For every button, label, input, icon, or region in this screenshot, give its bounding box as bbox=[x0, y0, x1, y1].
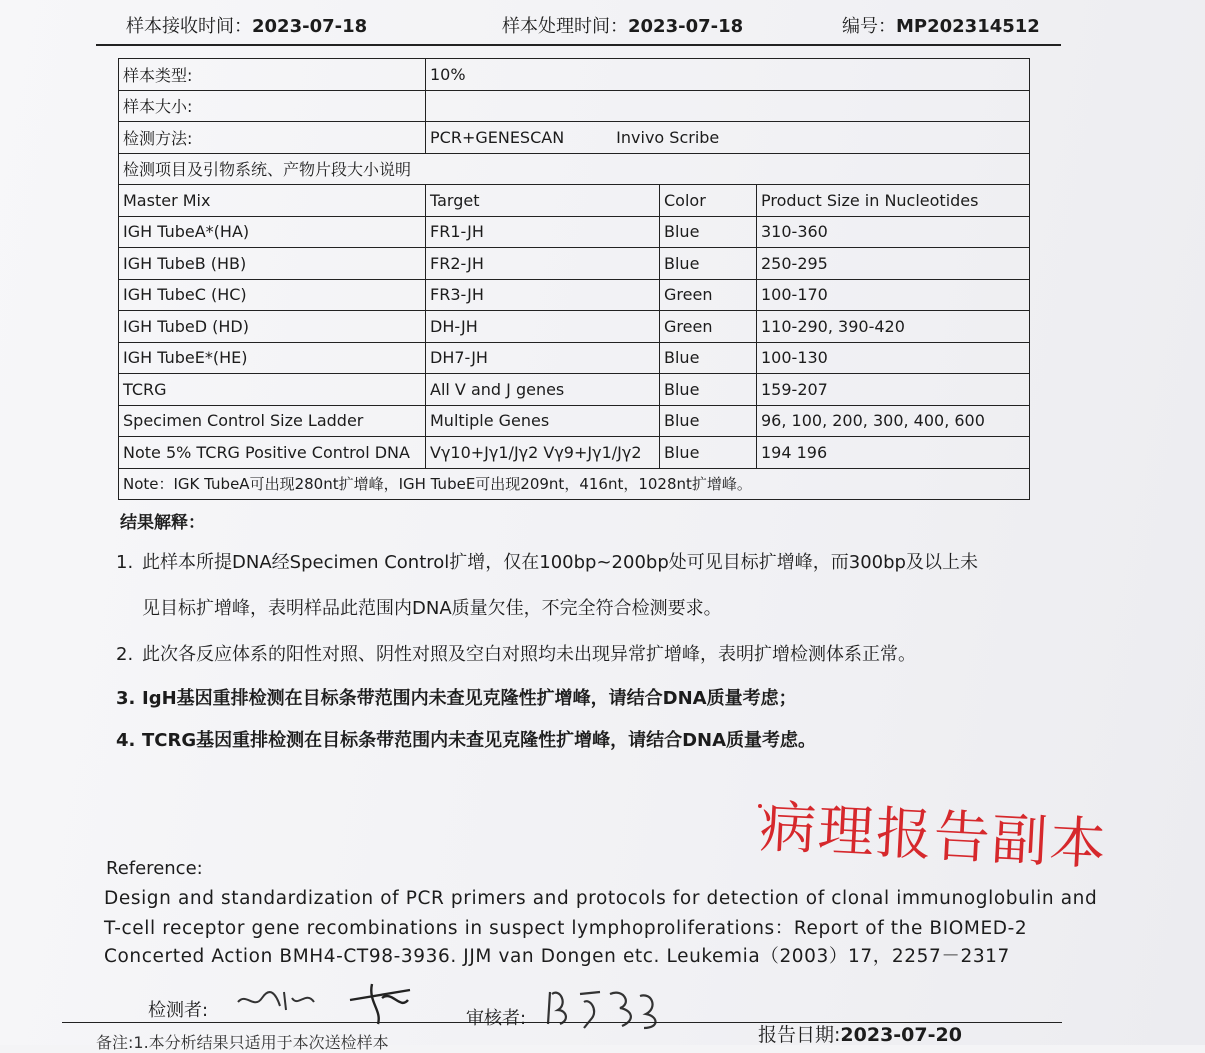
table-cell: Blue bbox=[660, 374, 757, 406]
table-cell: Vγ10+Jγ1/Jγ2 Vγ9+Jγ1/Jγ2 bbox=[426, 437, 660, 469]
table-cell: 100-170 bbox=[757, 279, 1030, 311]
table-row bbox=[119, 216, 1030, 248]
process-time: 样本处理时间：2023-07-18 bbox=[502, 16, 744, 37]
table-cell: IGH TubeB (HB) bbox=[119, 248, 426, 280]
method-vendor: Invivo Scribe bbox=[616, 127, 720, 147]
specimen-type-value: 10% bbox=[426, 59, 1030, 91]
table-row bbox=[119, 342, 1030, 374]
table-cell: FR3-JH bbox=[426, 279, 660, 311]
table-cell: Blue bbox=[660, 405, 757, 437]
table-cell: TCRG bbox=[119, 374, 426, 406]
table-cell: 110-290, 390-420 bbox=[757, 311, 1030, 343]
column-header: Master Mix bbox=[119, 185, 426, 217]
table-cell: 96, 100, 200, 300, 400, 600 bbox=[757, 405, 1030, 437]
tester-label: 检测者: bbox=[148, 1000, 209, 1021]
table-cell: DH-JH bbox=[426, 311, 660, 343]
method-label: 检测方法: bbox=[119, 122, 426, 154]
copy-stamp: 病理报告副本 bbox=[758, 794, 1110, 879]
table-cell: FR1-JH bbox=[426, 216, 660, 248]
table-row bbox=[119, 374, 1030, 406]
table-cell: 194 196 bbox=[757, 437, 1030, 469]
specimen-type-label: 样本类型: bbox=[119, 59, 426, 91]
table-cell: Blue bbox=[660, 342, 757, 374]
section-title: 检测项目及引物系统、产物片段大小说明 bbox=[119, 153, 1030, 185]
table-cell: Note 5% TCRG Positive Control DNA bbox=[119, 437, 426, 469]
table-row bbox=[119, 122, 1030, 154]
receive-time: 样本接收时间：2023-07-18 bbox=[126, 16, 368, 37]
table-row bbox=[119, 59, 1030, 91]
table-cell: Blue bbox=[660, 437, 757, 469]
table-cell: IGH TubeA*(HA) bbox=[119, 216, 426, 248]
specimen-size-label: 样本大小: bbox=[119, 90, 426, 122]
table-row bbox=[119, 405, 1030, 437]
table-cell: 250-295 bbox=[757, 248, 1030, 280]
report-header bbox=[96, 0, 1061, 46]
report-id: 编号：MP202314512 bbox=[842, 16, 1040, 37]
table-cell: Blue bbox=[660, 216, 757, 248]
table-row bbox=[119, 311, 1030, 343]
table-row bbox=[119, 90, 1030, 122]
reference-line: Concerted Action BMH4-CT98-3936. JJM van Dongen etc. Leukemia（2003）17，2257－2317 bbox=[104, 946, 1010, 967]
table-row bbox=[119, 153, 1030, 185]
table-note: Note：IGK TubeA可出现280nt扩增峰，IGH TubeE可出现209nt，416nt，1028nt扩增峰。 bbox=[119, 468, 1030, 500]
reference-line: Design and standardization of PCR primers and protocols for detection of clonal immunoglobulin and bbox=[104, 888, 1098, 909]
table-cell: Green bbox=[660, 279, 757, 311]
table-cell: IGH TubeE*(HE) bbox=[119, 342, 426, 374]
table-cell: IGH TubeD (HD) bbox=[119, 311, 426, 343]
result-item-3: 3. IgH基因重排检测在目标条带范围内未查见克隆性扩增峰，请结合DNA质量考虑； bbox=[116, 688, 797, 709]
result-item-2: 2. 此次各反应体系的阳性对照、阴性对照及空白对照均未出现异常扩增峰，表明扩增检测体系正常。 bbox=[116, 644, 916, 665]
table-row bbox=[119, 468, 1030, 500]
table-cell: Multiple Genes bbox=[426, 405, 660, 437]
reviewer-label: 审核者: bbox=[466, 1008, 527, 1029]
method-value: PCR+GENESCAN Invivo Scribe bbox=[426, 122, 1030, 154]
table-cell: Green bbox=[660, 311, 757, 343]
table-cell: Specimen Control Size Ladder bbox=[119, 405, 426, 437]
specimen-size-value bbox=[426, 90, 1030, 122]
table-row bbox=[119, 279, 1030, 311]
table-cell: 159-207 bbox=[757, 374, 1030, 406]
result-item-4: 4. TCRG基因重排检测在目标条带范围内未查见克隆性扩增峰，请结合DNA质量考虑。 bbox=[116, 730, 817, 751]
table-row bbox=[119, 437, 1030, 469]
reference-line: T-cell receptor gene recombinations in suspect lymphoproliferations：Report of the BIOMED-2 bbox=[104, 918, 1028, 939]
table-row bbox=[119, 248, 1030, 280]
table-cell: Blue bbox=[660, 248, 757, 280]
result-item-1: 1. 此样本所提DNA经Specimen Control扩增，仅在100bp~200bp处可见目标扩增峰，而300bp及以上未 见目标扩增峰，表明样品此范围内DNA质量欠佳，不完全符合检测要求。 bbox=[116, 552, 978, 619]
column-header: Product Size in Nucleotides bbox=[757, 185, 1030, 217]
results-title: 结果解释： bbox=[120, 513, 205, 533]
specimen-table bbox=[118, 58, 1030, 500]
table-cell: FR2-JH bbox=[426, 248, 660, 280]
report-date: 报告日期:2023-07-20 bbox=[758, 1024, 962, 1046]
table-cell: 310-360 bbox=[757, 216, 1030, 248]
reviewer-signature bbox=[540, 984, 670, 1034]
table-cell: DH7-JH bbox=[426, 342, 660, 374]
table-header-row bbox=[119, 185, 1030, 217]
column-header: Color bbox=[660, 185, 757, 217]
footnote: 备注:1.本分析结果只适用于本次送检样本 bbox=[96, 1033, 389, 1052]
column-header: Target bbox=[426, 185, 660, 217]
table-cell: 100-130 bbox=[757, 342, 1030, 374]
table-cell: IGH TubeC (HC) bbox=[119, 279, 426, 311]
reference-title: Reference: bbox=[106, 858, 203, 879]
table-cell: All V and J genes bbox=[426, 374, 660, 406]
